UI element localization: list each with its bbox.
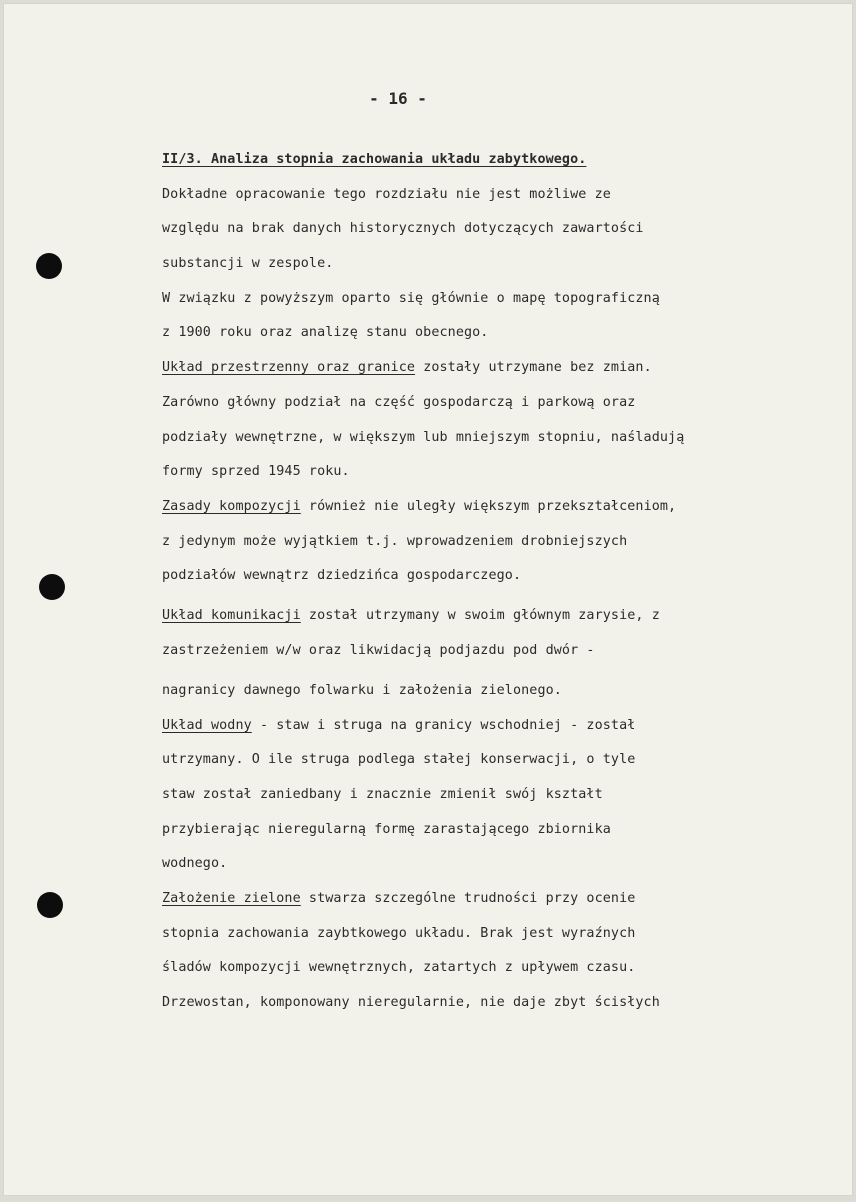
text-line: Założenie zielone stwarza szczególne trudności przy ocenie [162,891,636,907]
text-line: śladów kompozycji wewnętrznych, zatartych z upływem czasu. [162,960,636,976]
punch-hole-top [36,253,62,279]
text-line: staw został zaniedbany i znacznie zmienił swój kształt [162,787,603,802]
document-page [3,3,853,1196]
text-line: utrzymany. O ile struga podlega stałej konserwacji, o tyle [162,752,636,768]
text-line: z 1900 roku oraz analizę stanu obecnego. [162,325,489,341]
text-line: Układ przestrzenny oraz granice zostały utrzymane bez zmian. [162,360,652,376]
text-line: z jedynym może wyjątkiem t.j. wprowadzeniem drobniejszych [162,533,628,549]
text-line: Zarówno główny podział na część gospodarczą i parkową oraz [162,394,636,410]
text-line: nagranicy dawnego folwarku i założenia zielonego. [162,682,562,698]
underlined-term: Założenie zielone [162,891,301,907]
text-line: stopnia zachowania zaybtkowego układu. Brak jest wyraźnych [162,925,636,941]
text-line: podziałów wewnątrz dziedzińca gospodarczego. [162,568,522,584]
section-heading: II/3. Analiza stopnia zachowania układu zabytkowego. [162,152,587,167]
text-line: Dokładne opracowanie tego rozdziału nie jest możliwe ze [162,186,611,202]
text-line: zastrzeżeniem w/w oraz likwidacją podjazdu pod dwór - [162,642,595,658]
text-line: Zasady kompozycji również nie uległy większym przekształceniom, [162,498,677,514]
underlined-term: Układ wodny [162,717,252,733]
page-number: - 16 - [369,89,427,108]
underlined-term: Układ przestrzenny oraz granice [162,360,416,376]
punch-hole-bottom [37,892,63,918]
document-body [162,143,852,1021]
text-line: podziały wewnętrzne, w większym lub mniejszym stopniu, naśladują [162,429,685,445]
punch-hole-middle [39,574,65,600]
text-line: substancji w zespole. [162,256,334,272]
text-line: względu na brak danych historycznych dotyczących zawartości [162,221,644,237]
text-line: Drzewostan, komponowany nieregularnie, nie daje zbyt ścisłych [162,995,660,1011]
text-line: formy sprzed 1945 roku. [162,464,350,480]
text-line: W związku z powyższym oparto się głównie o mapę topograficzną [162,290,660,306]
text-line: Układ komunikacji został utrzymany w swoim głównym zarysie, z [162,608,660,624]
text-line: Układ wodny - staw i struga na granicy wschodniej - został [162,717,636,733]
text-line: wodnego. [162,856,228,872]
underlined-term: Zasady kompozycji [162,498,301,514]
text-line: przybierając nieregularną formę zarastającego zbiornika [162,821,611,837]
underlined-term: Układ komunikacji [162,608,301,624]
